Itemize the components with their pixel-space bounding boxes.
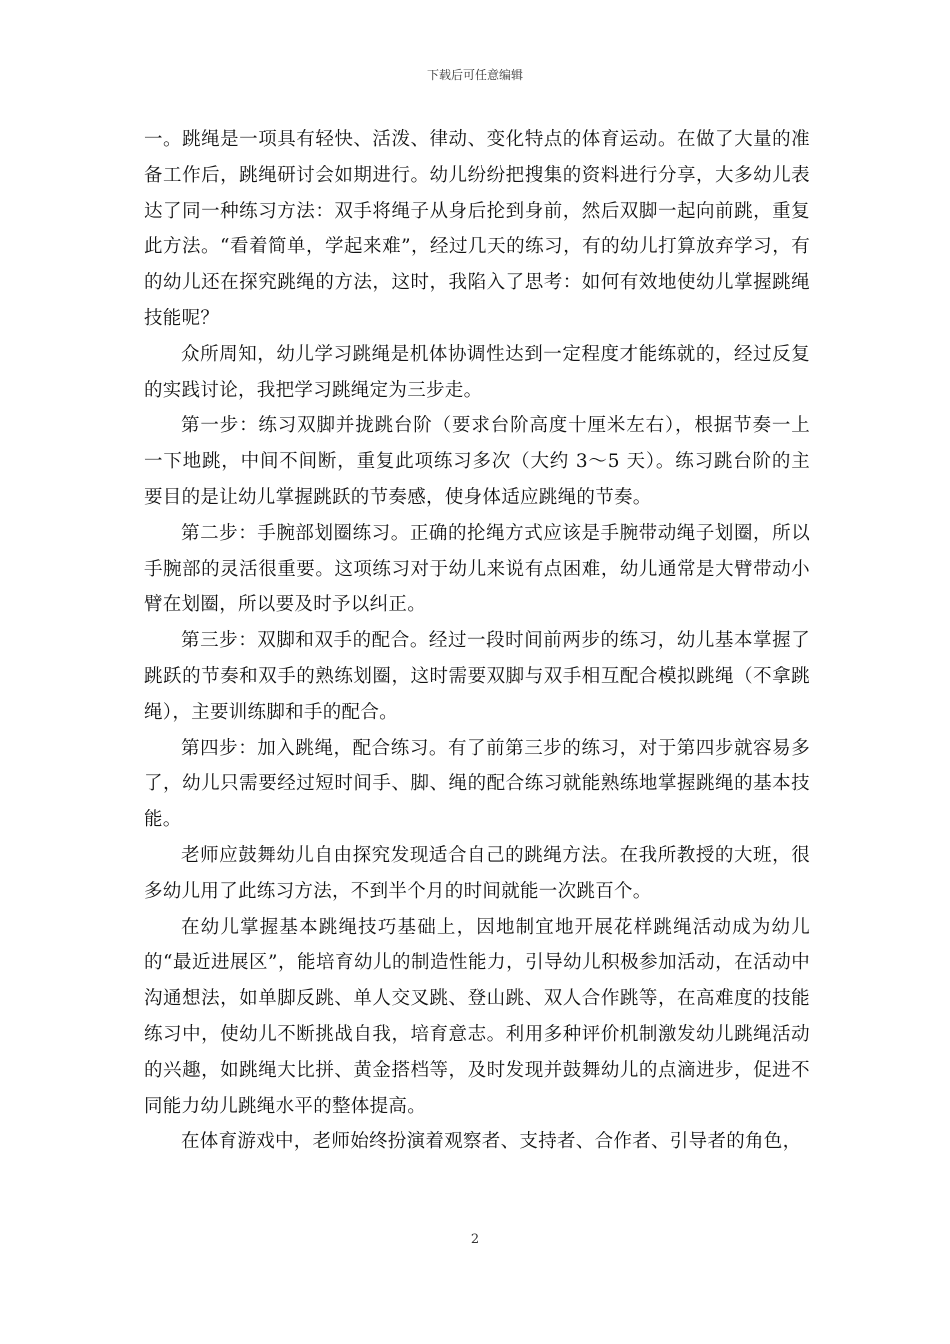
page-header: 下载后可任意编辑 [426,68,523,82]
body-text [144,122,810,1160]
page-number: 2 [470,1232,480,1247]
paragraph: 第四步：加入跳绳，配合练习。有了前第三步的练习，对于第四步就容易多了，幼儿只需要经过短时间手、脚、绳的配合练习就能熟练地掌握跳绳的基本技能。 [144,737,810,831]
paragraph: 第二步：手腕部划圈练习。正确的抡绳方式应该是手腕带动绳子划圈，所以手腕部的灵活很重要。这项练习对于幼儿来说有点困难，幼儿通常是大臂带动小臂在划圈，所以要及时予以纠正。 [144,522,810,616]
paragraph: 老师应鼓舞幼儿自由探究发现适合自己的跳绳方法。在我所教授的大班，很多幼儿用了此练习方法，不到半个月的时间就能一次跳百个。 [144,844,810,902]
paragraph: 第三步：双脚和双手的配合。经过一段时间前两步的练习，幼儿基本掌握了跳跃的节奏和双手的熟练划圈，这时需要双脚与双手相互配合模拟跳绳（不拿跳绳），主要训练脚和手的配合。 [144,630,810,723]
paragraph: 在体育游戏中，老师始终扮演着观察者、支持者、合作者、引导者的角色， [181,1131,802,1153]
paragraph: 在幼儿掌握基本跳绳技巧基础上，因地制宜地开展花样跳绳活动成为幼儿的“最近进展区”，能培育幼儿的制造性能力，引导幼儿积极参加活动，在活动中沟通想法，如单脚反跳、单人交叉跳、登山跳、双人合作跳等，在高难度的技能练习中，使幼儿不断挑战自我，培育意志。利用多种评价机制激发幼儿跳绳活动的兴趣，如跳绳大比拼、黄金搭档等，及时发现并鼓舞幼儿的点滴进步，促进不同能力幼儿跳绳水平的整体提高。 [144,916,810,1117]
paragraph: 第一步：练习双脚并拢跳台阶（要求台阶高度十厘米左右），根据节奏一上一下地跳，中间不间断，重复此项练习多次（大约 3～5 天）。练习跳台阶的主要目的是让幼儿掌握跳跃的节奏感，使身体适应跳绳的节奏。 [144,415,810,508]
paragraph: 一。跳绳是一项具有轻快、活泼、律动、变化特点的体育运动。在做了大量的准备工作后，跳绳研讨会如期进行。幼儿纷纷把搜集的资料进行分享，大多幼儿表达了同一种练习方法：双手将绳子从身后抡到身前，然后双脚一起向前跳，重复此方法。“看着简单，学起来难”，经过几天的练习，有的幼儿打算放弃学习，有的幼儿还在探究跳绳的方法，这时，我陷入了思考：如何有效地使幼儿掌握跳绳技能呢？ [144,129,810,329]
paragraph: 众所周知，幼儿学习跳绳是机体协调性达到一定程度才能练就的，经过反复的实践讨论，我把学习跳绳定为三步走。 [144,343,810,401]
